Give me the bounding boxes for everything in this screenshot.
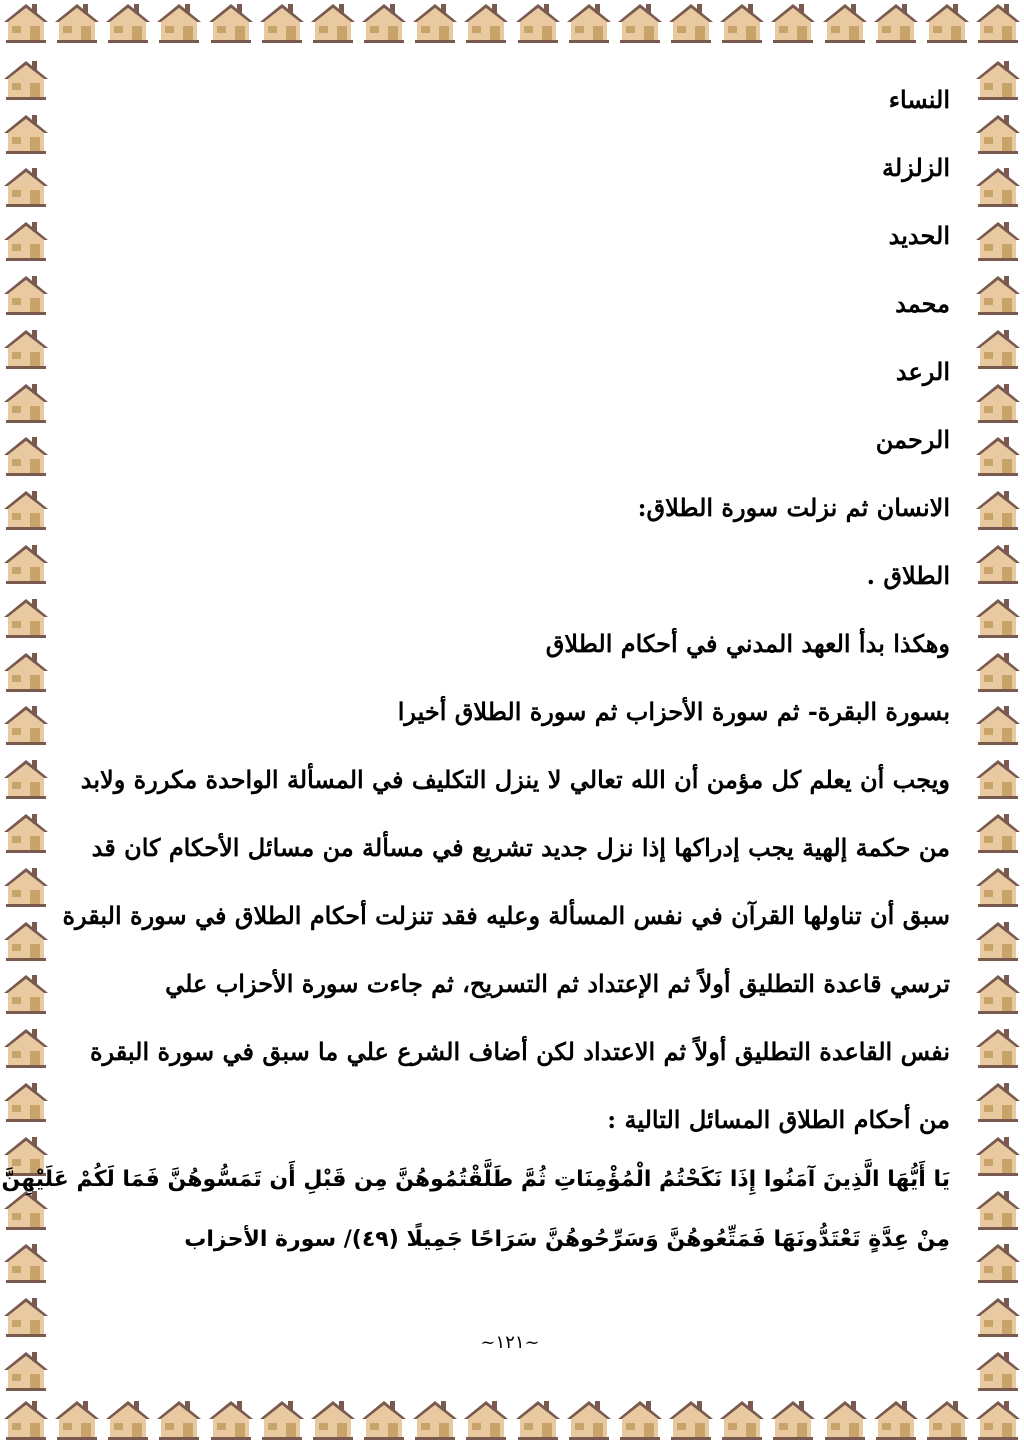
- text-line: الزلزلة: [882, 153, 950, 182]
- house-icon: [974, 57, 1022, 101]
- house-icon: [974, 1240, 1022, 1284]
- house-icon: [360, 1397, 408, 1449]
- house-icon: [258, 1397, 306, 1449]
- house-icon: [974, 0, 1022, 52]
- house-icon: [2, 918, 50, 962]
- house-icon: [462, 1397, 510, 1449]
- quran-verse-line: يَا أَيُّهَا الَّذِينَ آمَنُوا إِذَا نَكَحْتُمُ الْمُؤْمِنَاتِ ثُمَّ طَلَّقْتُمُوهُنَّ مِن قَبْلِ أَن تَمَسُّوهُنَّ فَمَا لَكُمْ عَلَيْهِنَّ: [1, 1167, 950, 1192]
- house-icon: [667, 1397, 715, 1449]
- house-icon: [2, 111, 50, 155]
- house-icon: [155, 0, 203, 52]
- house-icon: [974, 1187, 1022, 1231]
- quran-verse-line: مِنْ عِدَّةٍ تَعْتَدُّونَهَا فَمَتِّعُوهُنَّ وَسَرِّحُوهُنَّ سَرَاحًا جَمِيلًا (٤٩)/ سورة الأحزاب: [184, 1227, 950, 1252]
- house-icon: [974, 649, 1022, 693]
- house-icon: [2, 1348, 50, 1392]
- text-line: بسورة البقرة- ثم سورة الأحزاب ثم سورة الطلاق أخيرا: [397, 697, 950, 726]
- text-line: الطلاق .: [866, 561, 950, 590]
- text-line: نفس القاعدة التطليق أولاً ثم الاعتداد لكن أضاف الشرع علي ما سبق في سورة البقرة: [89, 1037, 950, 1066]
- house-icon: [360, 0, 408, 52]
- house-icon: [974, 971, 1022, 1015]
- house-icon: [821, 1397, 869, 1449]
- house-icon: [872, 0, 920, 52]
- border-right: [972, 52, 1024, 1397]
- house-icon: [2, 1079, 50, 1123]
- house-icon: [974, 864, 1022, 908]
- house-icon: [2, 649, 50, 693]
- house-icon: [2, 380, 50, 424]
- house-icon: [565, 1397, 613, 1449]
- house-icon: [2, 702, 50, 746]
- house-icon: [974, 756, 1022, 800]
- page-content: [1, 70, 950, 1390]
- house-icon: [974, 380, 1022, 424]
- house-icon: [974, 810, 1022, 854]
- house-icon: [53, 0, 101, 52]
- text-line: من حكمة إلهية يجب إدراكها إذا نزل جديد تشريع في مسألة من مسائل الأحكام كان قد: [91, 833, 950, 862]
- house-icon: [309, 0, 357, 52]
- house-icon: [974, 111, 1022, 155]
- house-icon: [2, 1397, 50, 1449]
- house-icon: [2, 810, 50, 854]
- house-icon: [718, 0, 766, 52]
- house-icon: [923, 1397, 971, 1449]
- house-icon: [974, 1079, 1022, 1123]
- house-icon: [769, 0, 817, 52]
- house-icon: [718, 1397, 766, 1449]
- house-icon: [974, 541, 1022, 585]
- house-icon: [565, 0, 613, 52]
- house-icon: [974, 1348, 1022, 1392]
- house-icon: [207, 1397, 255, 1449]
- house-icon: [974, 164, 1022, 208]
- text-line: ويجب أن يعلم كل مؤمن أن الله تعالي لا ينزل التكليف في المسألة الواحدة مكررة ولابد: [80, 765, 950, 794]
- house-icon: [974, 1133, 1022, 1177]
- page-number: ~١٢١~: [480, 1332, 540, 1353]
- house-icon: [974, 433, 1022, 477]
- house-icon: [411, 0, 459, 52]
- house-icon: [104, 0, 152, 52]
- house-icon: [872, 1397, 920, 1449]
- house-icon: [974, 326, 1022, 370]
- house-icon: [974, 595, 1022, 639]
- house-icon: [2, 487, 50, 531]
- house-icon: [2, 433, 50, 477]
- house-icon: [2, 541, 50, 585]
- text-line: النساء: [888, 85, 950, 114]
- house-icon: [514, 0, 562, 52]
- house-icon: [2, 864, 50, 908]
- house-icon: [2, 272, 50, 316]
- house-icon: [309, 1397, 357, 1449]
- house-icon: [2, 0, 50, 52]
- house-icon: [2, 595, 50, 639]
- house-icon: [974, 918, 1022, 962]
- text-line: محمد: [895, 289, 950, 318]
- house-icon: [411, 1397, 459, 1449]
- house-icon: [2, 1240, 50, 1284]
- house-icon: [2, 756, 50, 800]
- house-icon: [514, 1397, 562, 1449]
- house-icon: [667, 0, 715, 52]
- house-icon: [974, 1294, 1022, 1338]
- house-icon: [616, 0, 664, 52]
- text-line: ترسي قاعدة التطليق أولاً ثم الإعتداد ثم التسريح، ثم جاءت سورة الأحزاب علي: [165, 969, 950, 998]
- house-icon: [974, 1025, 1022, 1069]
- house-icon: [53, 1397, 101, 1449]
- house-icon: [462, 0, 510, 52]
- text-line: من أحكام الطلاق المسائل التالية :: [607, 1105, 950, 1134]
- house-icon: [616, 1397, 664, 1449]
- house-icon: [2, 971, 50, 1015]
- house-icon: [821, 0, 869, 52]
- house-icon: [2, 57, 50, 101]
- text-line: الرحمن: [875, 425, 950, 454]
- text-line: الرعد: [895, 357, 950, 386]
- house-icon: [974, 272, 1022, 316]
- text-line: الحديد: [888, 221, 950, 250]
- text-line: سبق أن تناولها القرآن في نفس المسألة وعليه فقد تنزلت أحكام الطلاق في سورة البقرة: [62, 901, 950, 930]
- house-icon: [155, 1397, 203, 1449]
- house-icon: [207, 0, 255, 52]
- house-icon: [974, 702, 1022, 746]
- text-line: الانسان ثم نزلت سورة الطلاق:: [637, 493, 950, 522]
- house-icon: [104, 1397, 152, 1449]
- house-icon: [2, 218, 50, 262]
- house-icon: [258, 0, 306, 52]
- border-top: [0, 0, 1024, 52]
- house-icon: [923, 0, 971, 52]
- house-icon: [974, 1397, 1022, 1449]
- house-icon: [2, 164, 50, 208]
- house-icon: [974, 487, 1022, 531]
- house-icon: [2, 1294, 50, 1338]
- house-icon: [974, 218, 1022, 262]
- house-icon: [769, 1397, 817, 1449]
- house-icon: [2, 1025, 50, 1069]
- house-icon: [2, 326, 50, 370]
- text-line: وهكذا بدأ العهد المدني في أحكام الطلاق: [545, 629, 950, 658]
- border-bottom: [0, 1397, 1024, 1449]
